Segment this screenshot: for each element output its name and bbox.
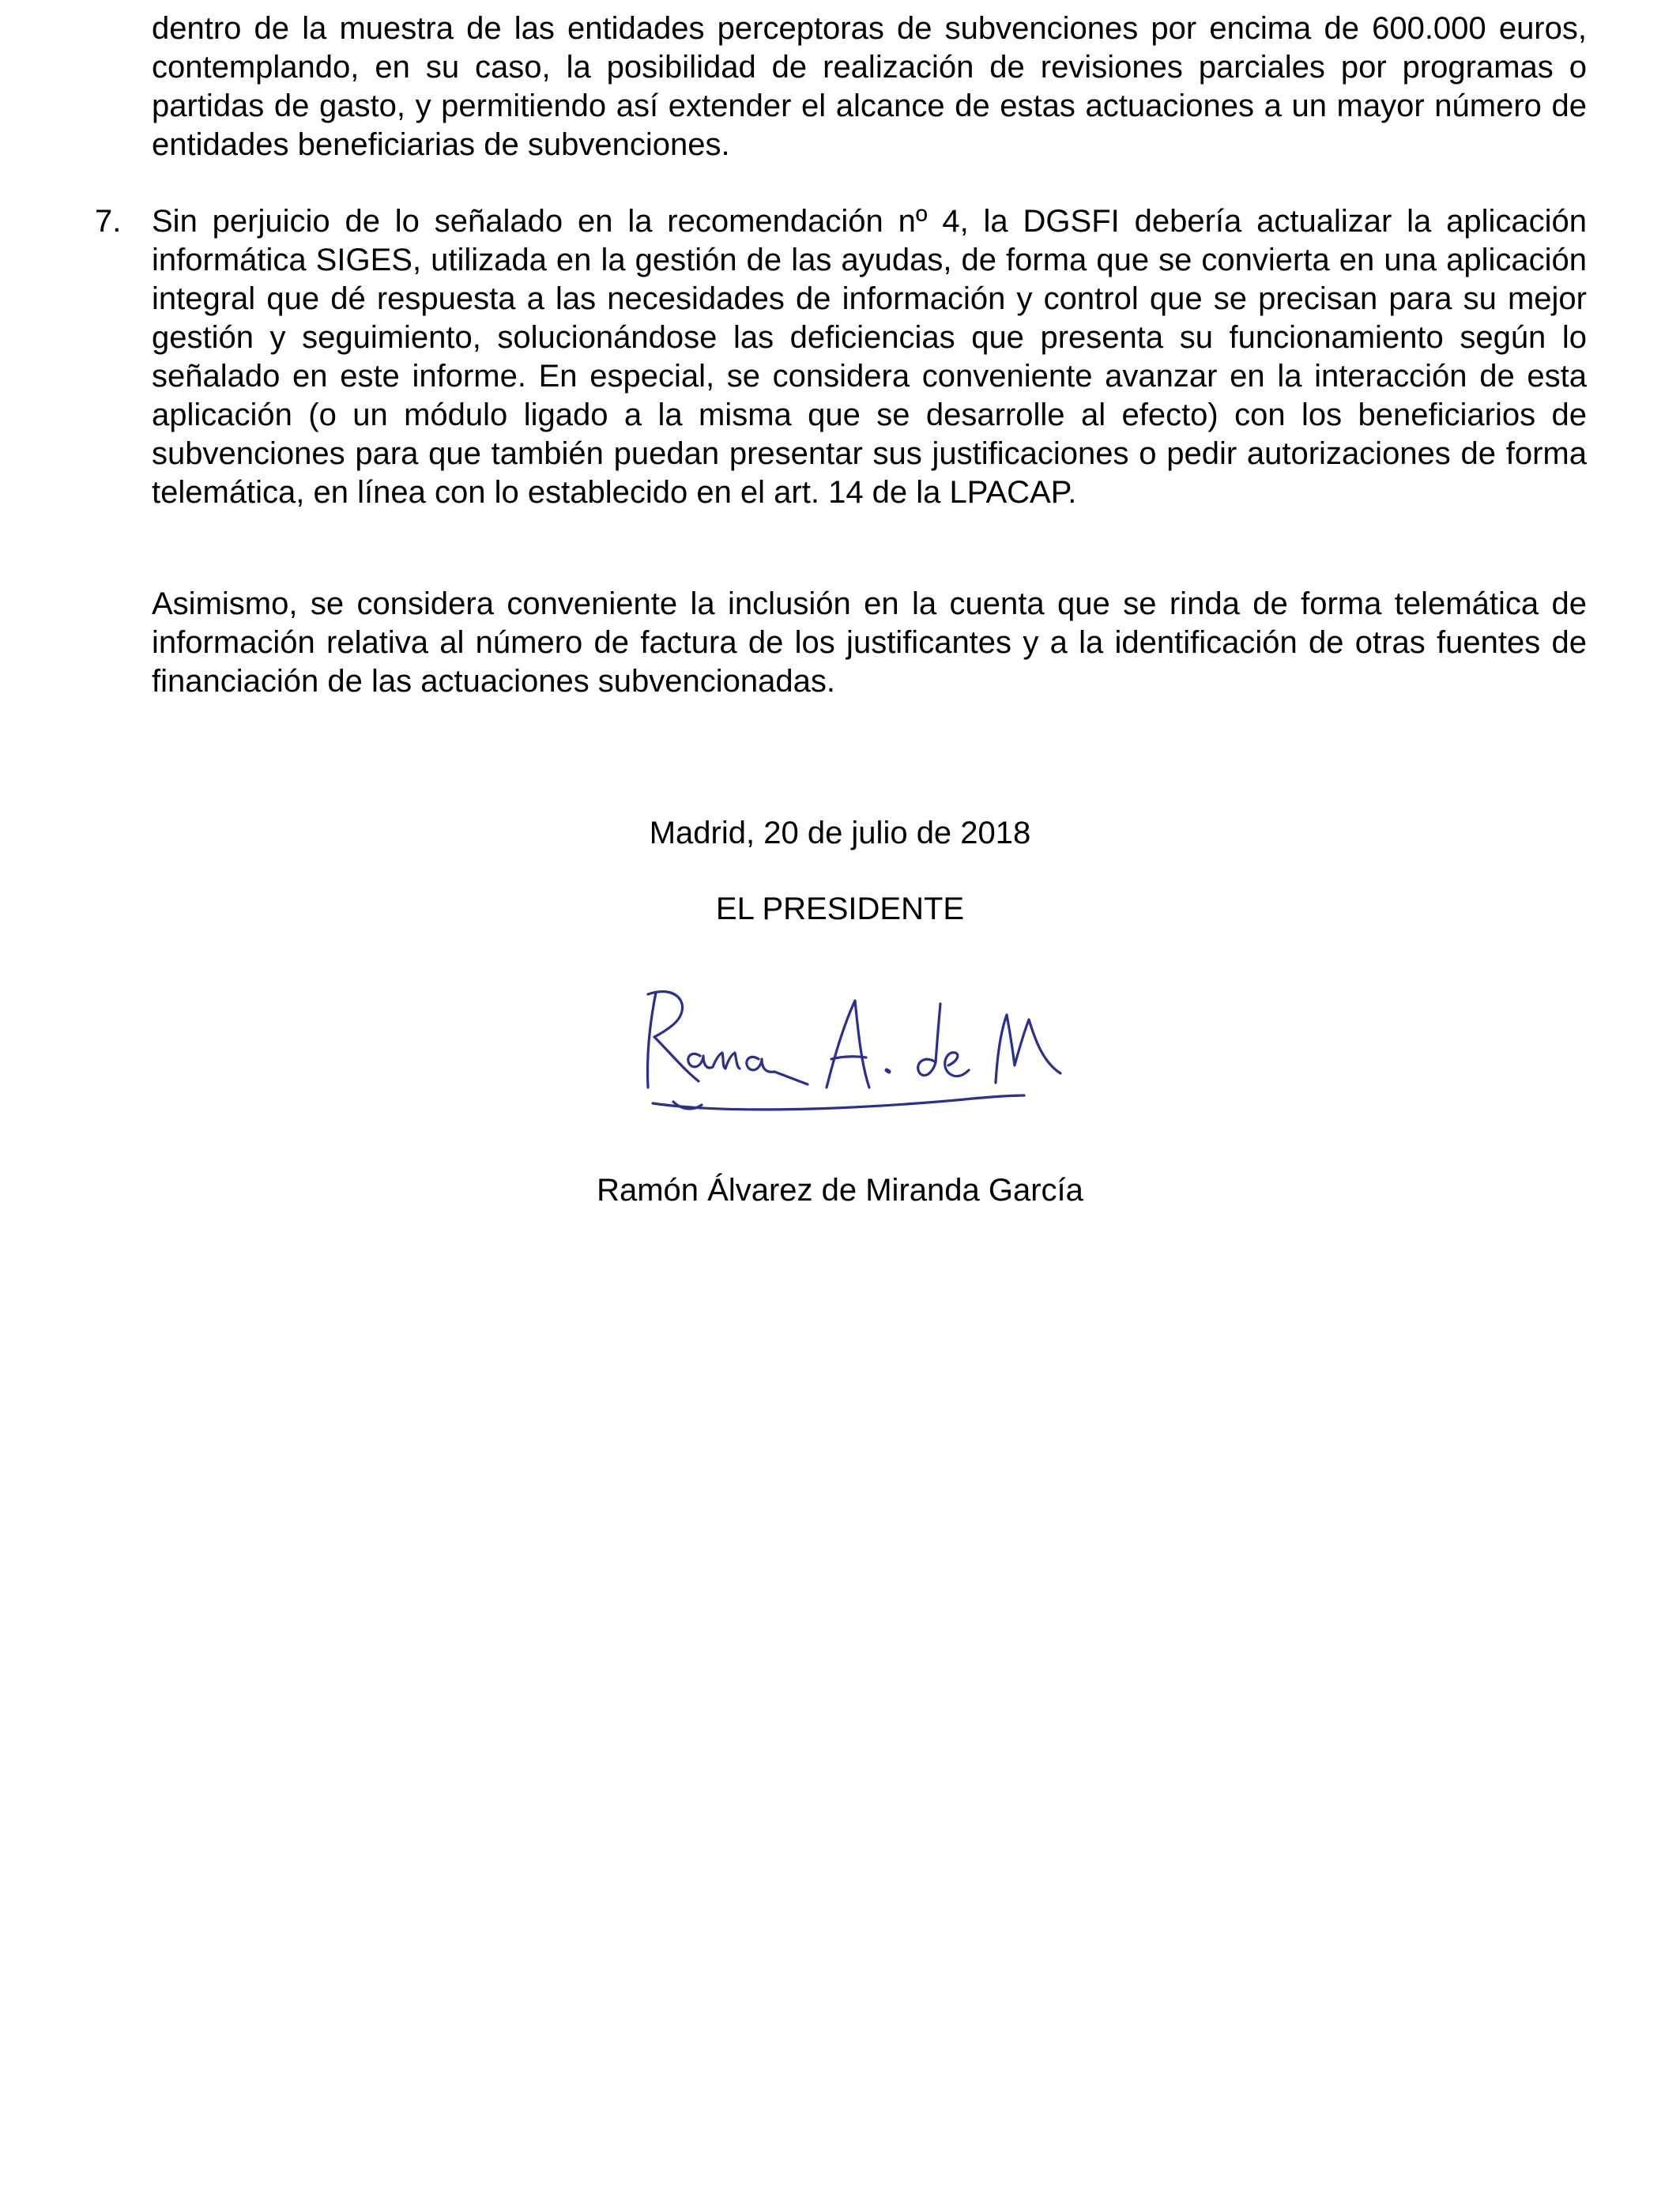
signer-name: Ramón Álvarez de Miranda García <box>597 1173 1083 1208</box>
intro-paragraph: dentro de la muestra de las entidades perceptoras de subvenciones por encima de 600.000 euros, contemplando, en su caso, la posibilidad de realización de revisiones parciales por programas o partidas de gasto, y permitiendo así extender el alcance de estas actuaciones a un mayor número de entidades beneficiarias de subvenciones. <box>152 11 1587 162</box>
recommendation-text: Sin perjuicio de lo señalado en la recomendación nº 4, la DGSFI debería actualizar la aplicación informática SIGES, utilizada en la gestión de las ayudas, de forma que se convierta en una aplicación integral que dé respuesta a las necesidades de información y control que se precisan para su mejor gestión y seguimiento, solucionándose las deficiencias que presenta su funcionamiento según lo señalado en este informe. En especial, se considera conveniente avanzar en la interacción de esta aplicación (o un módulo ligado a la misma que se desarrolle al efecto) con los beneficiarios de subvenciones para que también puedan presentar sus justificaciones o pedir autorizaciones de forma telemática, en línea con lo establecido en el art. 14 de la LPACAP. <box>152 204 1587 510</box>
place-date: Madrid, 20 de julio de 2018 <box>649 816 1031 850</box>
additional-paragraph: Asimismo, se considera conveniente la inclusión en la cuenta que se rinda de forma telemática de información relativa al número de factura de los justificantes y a la identificación de otras fuentes de financiación de las actuaciones subvencionadas. <box>152 586 1587 699</box>
handwritten-signature-icon <box>624 977 1067 1119</box>
recommendation-number: 7. <box>95 204 122 239</box>
signer-title: EL PRESIDENTE <box>715 892 965 926</box>
